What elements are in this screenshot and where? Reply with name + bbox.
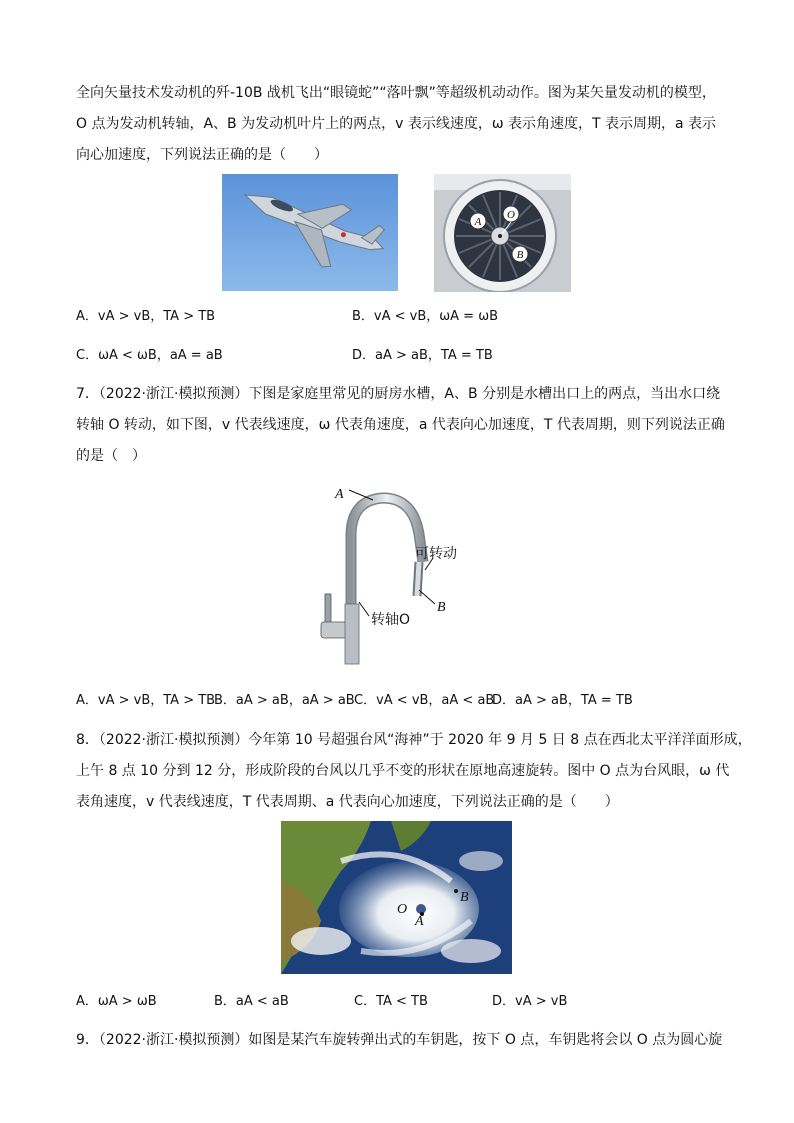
q8-option-b: B．aA < aB: [214, 994, 289, 1009]
q8-option-c: C．TA < TB: [354, 994, 428, 1009]
engine-image: [434, 174, 571, 292]
q8-option-a: A．ωA > ωB: [76, 994, 157, 1009]
faucet-label-axis: 转轴O: [371, 612, 411, 628]
q7-option-a: A．vA > vB，TA > TB: [76, 693, 216, 708]
q8-line-3: 表角速度，v 代表线速度，T 代表周期、a 代表向心加速度，下列说法正确的是（ ）: [76, 794, 619, 810]
faucet-label-b: B: [437, 600, 446, 615]
q7-line-3: 的是（ ）: [76, 448, 146, 464]
q6-option-c: C．ωA < ωB，aA = aB: [76, 348, 223, 363]
q8-option-d: D．vA > vB: [492, 994, 568, 1009]
q7-option-b: B．aA > aB，aA > aB: [214, 693, 355, 708]
q9-line-1: 9．（2022·浙江·模拟预测）如图是某汽车旋转弹出式的车钥匙，按下 O 点，车钥匙将会以 O 点为圆心旋: [76, 1032, 723, 1048]
q7-line-1: 7．（2022·浙江·模拟预测）下图是家庭里常见的厨房水槽，A、B 分别是水槽出口上的两点，当出水口绕: [76, 386, 721, 402]
faucet-label-a: A: [335, 487, 344, 502]
q7-option-c: C．vA < vB，aA < aB: [354, 693, 495, 708]
q6-line-3: 向心加速度，下列说法正确的是（ ）: [76, 147, 328, 163]
q8-line-1: 8．（2022·浙江·模拟预测）今年第 10 号超强台风“海神”于 2020 年 9 月 5 日 8 点在西北太平洋洋面形成，: [76, 732, 752, 748]
faucet-figure: [305, 478, 505, 668]
q6-line-2: O 点为发动机转轴，A、B 为发动机叶片上的两点，v 表示线速度，ω 表示角速度，T 表示周期，a 表示: [76, 116, 717, 132]
q6-option-a: A．vA > vB，TA > TB: [76, 309, 216, 324]
q6-line-1: 全向矢量技术发动机的歼-10B 战机飞出“眼镜蛇”“落叶飘”等超级机动动作。图为某矢量发动机的模型，: [76, 85, 716, 101]
q7-line-2: 转轴 O 转动，如下图，v 代表线速度，ω 代表角速度，a 代表向心加速度，T 代表周期，则下列说法正确: [76, 417, 725, 433]
typhoon-label-b: B: [460, 890, 469, 905]
q6-option-b: B．vA < vB，ωA = ωB: [352, 309, 499, 324]
engine-label-o: O: [507, 209, 515, 221]
q6-option-d: D．aA > aB，TA = TB: [352, 348, 493, 363]
q7-option-d: D．aA > aB，TA = TB: [492, 693, 633, 708]
engine-label-b: B: [516, 249, 524, 261]
typhoon-label-a: A: [415, 914, 424, 929]
typhoon-label-o: O: [397, 902, 408, 917]
typhoon-satellite-image: [281, 821, 512, 974]
engine-label-a: A: [474, 216, 482, 228]
q8-line-2: 上午 8 点 10 分到 12 分，形成阶段的台风以几乎不变的形状在原地高速旋转。图中 O 点为台风眼，ω 代: [76, 763, 730, 779]
faucet-label-rotatable: 可转动: [415, 546, 457, 562]
fighter-jet-image: [222, 174, 398, 291]
